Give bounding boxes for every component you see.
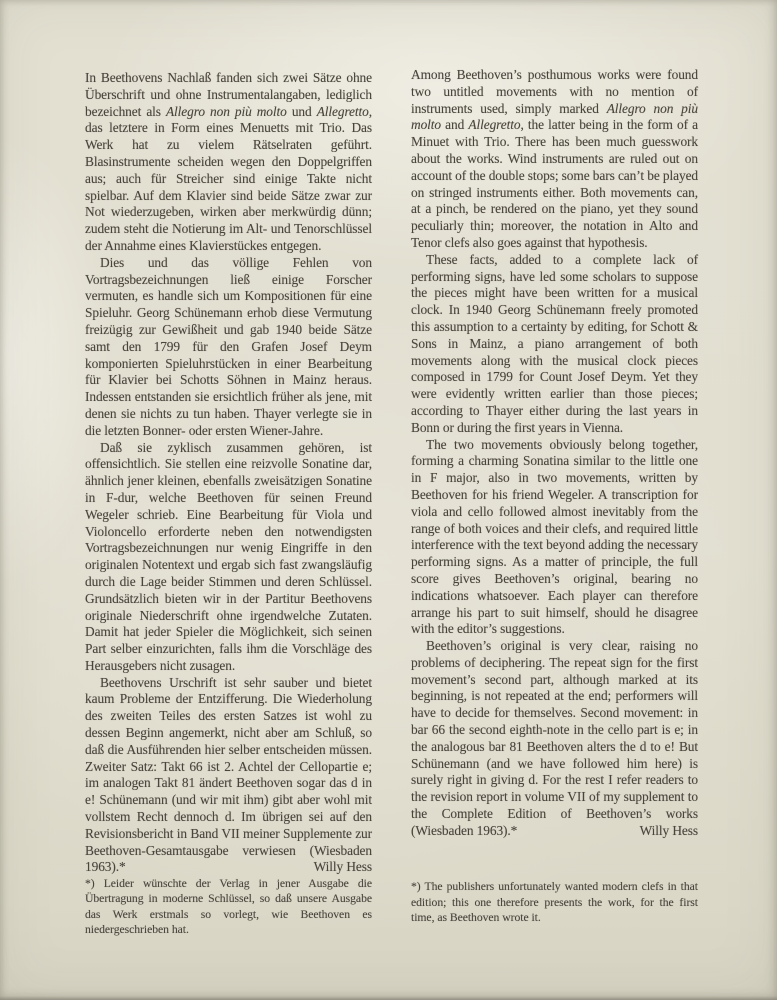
german-footnote: *) Leider wünschte der Verlag in jener Ausgabe die Übertragung in moderne Schlüssel, so daß unsere Ausgabe das Werk erstmals so vorlegt, wie Beethoven es niedergeschrieben hat. xyxy=(85,877,372,936)
text-run: Daß sie zyklisch zusammen gehören, ist offensichtlich. Sie stellen eine reizvolle Sonatine dar, ähnlich jener kleinen, ebenfalls zweisätzigen Sonatine in F-dur, welche Beethoven für seinen Freund Wegeler schrieb. Eine Bearbeitung für Viola und Violoncello erforderte neben den notwendigsten Vortragsbezeichnungen nur wenig Eingriffe in den originalen Notentext und ergab sich fast zwangsläufig durch die Lage beider Stimmen und deren Schlüssel. Grundsätzlich bieten wir in der Partitur Beethovens originale Niederschrift ohne irgendwelche Zutaten. Damit hat jeder Spieler die Möglichkeit, sich seinen Part selber einzurichten, falls ihm die Vorschläge des Herausgebers nicht zusagen. xyxy=(85,439,372,673)
italic-work-title: Allegro non più molto xyxy=(165,103,287,119)
text-run: The two movements obviously belong together, forming a charming Sonatina similar to the little one in F major, also in two movements, written by Beethoven for his friend Wegeler. A transcription for viola and cello followed almost inevitably from the range of both voices and their clefs, and required little interference with the text beyond adding the necessary performing signs. As a matter of principle, the full score gives Beethoven’s original, bearing no indications whatsoever. Each player can therefore arrange his part to suit himself, should he disagree with the editor’s suggestions. xyxy=(411,436,698,637)
english-column xyxy=(411,67,698,925)
italic-work-title: Allegro non più molto xyxy=(411,100,698,133)
english-column-body xyxy=(411,67,698,840)
english-footnote: *) The publishers unfortunately wanted modern clefs in that edition; this one therefore presents the work, for the first time, as Beethoven wrote it. xyxy=(411,880,698,924)
body-paragraph xyxy=(411,437,698,639)
body-paragraph xyxy=(85,255,372,440)
text-run: These facts, added to a complete lack of performing signs, have led some scholars to suppose the pieces might have been written for a musical clock. In 1940 Georg Schünemann freely promoted this assumption to a certainty by editing, for Schott & Sons in Mainz, a piano arrangement of both movements along with the musical clock pieces composed in 1799 for Count Josef Deym. Yet they were evidently written earlier than those pieces; according to Thayer either during the last years in Bonn or during the first years in Vienna. xyxy=(411,251,698,435)
text-run: Dies und das völlige Fehlen von Vortragsbezeichnungen ließ einige Forscher vermuten, es handle sich um Kompositionen für eine Spieluhr. Georg Schünemann erhob diese Vermutung freizügig zur Gewißheit und gab 1940 beide Sätze samt den 1799 für den Grafen Josef Deym komponierten Spieluhrstücken in einer Bearbeitung für Klavier bei Schotts Söhnen in Mainz heraus. Indessen entstanden sie ersichtlich früher als jene, mit denen sie nichts zu tun haben. Thayer verlegte sie in die letzten Bonner- oder ersten Wiener-Jahre. xyxy=(85,254,372,438)
author-signature: Willy Hess xyxy=(639,822,698,838)
text-run: In Beethovens Nachlaß fanden sich zwei Sätze ohne Überschrift und ohne Instrumentalangaben, lediglich bezeichnet als xyxy=(85,70,372,119)
body-paragraph xyxy=(411,67,698,252)
italic-work-title: Allegretto xyxy=(468,117,521,133)
body-paragraph xyxy=(411,252,698,437)
body-paragraph xyxy=(411,638,698,840)
body-paragraph xyxy=(85,675,372,877)
body-paragraph xyxy=(85,440,372,675)
text-run: Beethovens Urschrift ist sehr sauber und bietet kaum Probleme der Entzifferung. Die Wiederholung des zweiten Teiles des ersten Satzes ist wohl zu dessen Beginn angemerkt, nicht aber am Schluß, so daß die Ausführenden hier selber entscheiden müssen. Zweiter Satz: Takt 66 ist 2. Achtel der Cellopartie e; im analogen Takt 81 ändert Beethoven sogar das d in e! Schünemann (und wir mit ihm) gibt aber wohl mit vollstem Recht dennoch d. Im übrigen sei auf den Revisionsbericht in Band VII meiner Supplemente zur Beethoven-Gesamtausgabe verwiesen (Wiesbaden 1963).* xyxy=(85,674,372,875)
paper-bottom-edge xyxy=(0,996,777,1000)
german-column xyxy=(85,70,372,936)
text-run: Beethoven’s original is very clear, raising no problems of deciphering. The repeat sign for the first movement’s second part, although marked at its beginning, is not repeated at the end; performers will have to decide for themselves. Second movement: in bar 66 the second eighth-note in the cello part is e; in the analogous bar 81 Beethoven alters the d to e! But Schünemann (and we have followed him here) is surely right in giving d. For the rest I refer readers to the revision report in volume VII of my supplement to the Complete Edition of Beethoven’s works (Wiesbaden 1963).* xyxy=(411,638,698,838)
italic-work-title: Allegretto xyxy=(316,103,369,119)
text-run: , the latter being in the form of a Minuet with Trio. There has been much guesswork about the works. Wind instruments are ruled out on account of the double stops; some bars can’t be played on stringed instruments either. Both movements can, at a pinch, be rendered on the piano, yet they sound peculiarly thin; moreover, the notation in Alto and Tenor clefs also goes against that hypothesis. xyxy=(411,117,699,250)
text-run: , das letztere in Form eines Menuetts mit Trio. Das Werk hat zu vielem Rätselraten geführt. Blasinstrumente scheiden wegen den Doppelgriffen aus; auch für Streicher sind einige Takte nicht spielbar. Auf dem Klavier sind beide Sätze zwar zur Not wiederzugeben, wirken aber merkwürdig dünn; zudem steht die Notierung im Alt- und Tenorschlüssel der Annahme eines Klavierstückes entgegen. xyxy=(85,103,372,253)
text-run: Among Beethoven’s posthumous works were found two untitled movements with no mention of instruments used, simply marked xyxy=(411,67,698,116)
author-signature: Willy Hess xyxy=(313,859,372,875)
text-run: und xyxy=(286,103,317,119)
german-column-body xyxy=(85,70,372,876)
text-run: and xyxy=(441,117,469,133)
body-paragraph xyxy=(85,70,372,255)
